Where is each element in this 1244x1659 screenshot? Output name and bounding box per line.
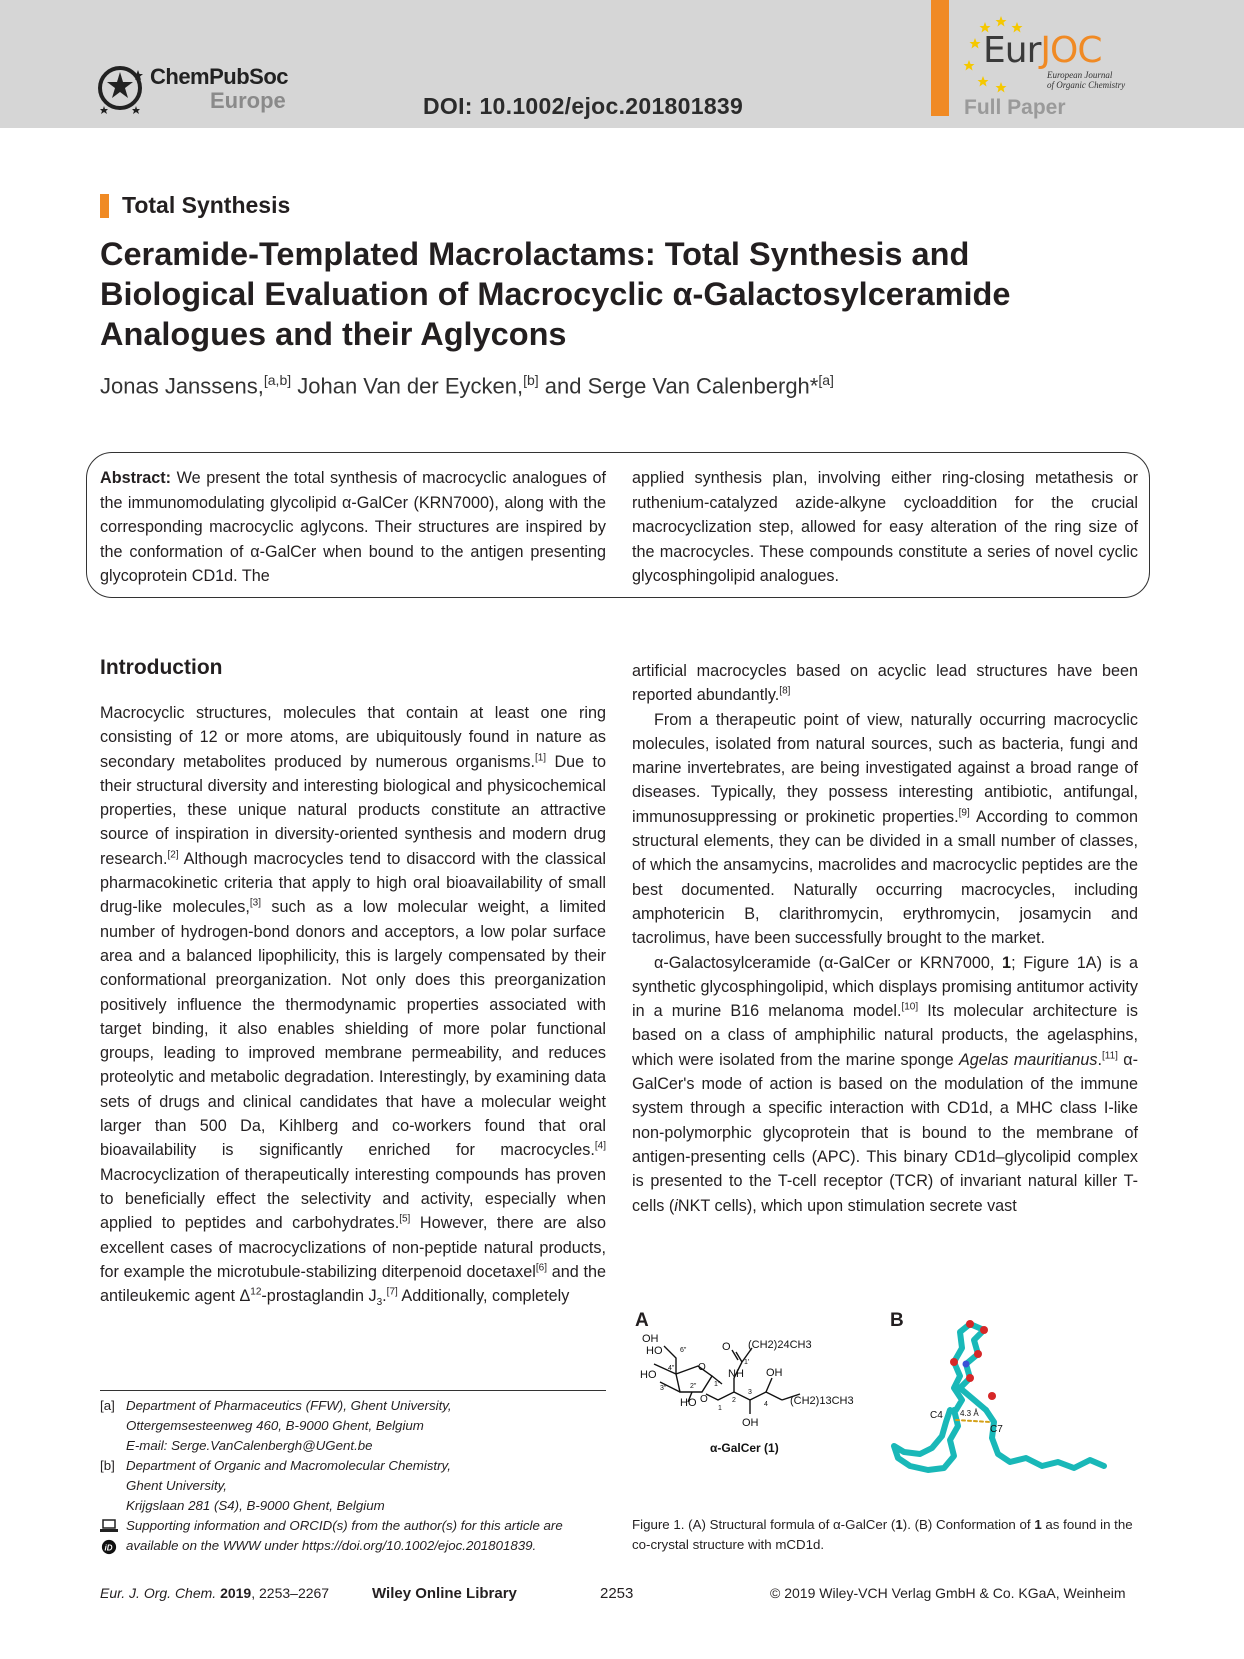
- chempubsoc-emblem-icon: [98, 60, 148, 116]
- citation-link[interactable]: [10]: [901, 1001, 919, 1013]
- text-run: α-GalCer's mode of action is based on the modulation of the immune system through a specific interaction with CD1d, a MHC class I-like non-polymorphic glycoprotein that is bound to the membrane of antigen-presenting cells (APC). This binary CD1d–glycolipid complex is presented to the T-cell receptor (TCR) of invariant natural killer T-cells (: [632, 1050, 1139, 1215]
- affiliation-line: Department of Organic and Macromolecular Chemistry,: [126, 1458, 451, 1473]
- mol-pos-4c: 4: [764, 1401, 768, 1408]
- section-tag-text: Total Synthesis: [122, 192, 291, 218]
- svg-text:iD: iD: [104, 1543, 113, 1553]
- italic-prefix: i: [674, 1196, 678, 1215]
- citation-link[interactable]: [11]: [1102, 1050, 1118, 1062]
- ceramide-chain-2: [986, 1410, 1104, 1468]
- mol-amide-oxygen: O: [722, 1341, 731, 1353]
- caption-compound: 1: [1034, 1517, 1042, 1532]
- chempubsoc-logo: [98, 60, 298, 120]
- text-run: Due to their structural diversity and interesting biological and physicochemical properties, these unique natural products constitute an attractive source of inspiration in diversity-oriented synthesis and modern drug research.: [100, 752, 606, 868]
- footnote-rule: [100, 1390, 606, 1391]
- text-run: artificial macrocycles based on acyclic lead structures have been reported abundantly.: [632, 662, 1138, 705]
- accent-bar: [931, 0, 949, 116]
- journal-logo-sub2: of Organic Chemistry: [1047, 80, 1126, 90]
- mol-chain-2: (CH2)13CH3: [790, 1395, 854, 1407]
- co-crystal-conformation: [890, 1318, 1140, 1488]
- citation-link[interactable]: [4]: [594, 1140, 606, 1152]
- author-3-affiliation: [a]: [818, 372, 834, 388]
- citation-link[interactable]: [8]: [779, 685, 791, 697]
- publisher-region: Europe: [210, 88, 286, 113]
- affiliation-line: Department of Pharmaceutics (FFW), Ghent University,: [126, 1398, 452, 1413]
- caption-text: as found in the co-crystal structure with mCD1d.: [632, 1517, 1133, 1552]
- article-title: Ceramide-Templated Macrolactams: Total Synthesis and Biological Evaluation of Macrocyclic α-Galactosylceramide Analogues and their Aglycons: [100, 236, 1011, 352]
- orcid-icon: [100, 1539, 118, 1555]
- mol-pos-1pp: 1": [714, 1381, 721, 1388]
- affiliation-line: Ghent University,: [126, 1478, 227, 1493]
- section-tag-bar: [100, 194, 109, 218]
- superscript: 12: [250, 1286, 262, 1298]
- text-run: Macrocyclization of therapeutically interesting compounds has proven to beneficially effect the selectivity and activity, especially when applied to peptides and carbohydrates.: [100, 1165, 606, 1233]
- mol-pos-3c: 3: [748, 1389, 752, 1396]
- eurjoc-logo: [955, 8, 1155, 98]
- figure-caption: [632, 1515, 1138, 1555]
- affiliation-line: Krijgslaan 281 (S4), B-9000 Ghent, Belgium: [126, 1498, 385, 1513]
- mol-pos-4: 4": [668, 1365, 675, 1372]
- mol-ho-1: HO: [646, 1345, 663, 1357]
- footer-year: 2019: [220, 1585, 252, 1601]
- abstract-label: Abstract:: [100, 469, 172, 487]
- text-run: such as a low molecular weight, a limited number of hydrogen-bond donors and acceptors, a low polar surface area and a balanced lipophilicity, this is largely compensated by their conformational preorganization. Not only does this preorganization positively influence the thermodynamic properties associated with target binding, it also enables shielding of more polar functional groups, leading to improved membrane permeability, and reduces proteolytic and metabolic degradation. Interestingly, by examining data sets of drugs and clinical candidates that have a molecular weight larger than 500 Da, Kihlberg and co-workers found that oral bioavailability is significantly enriched for macrocycles.: [100, 898, 606, 1160]
- caption-text: ). (B) Conformation of: [902, 1517, 1035, 1532]
- authors: [100, 372, 834, 399]
- affiliation-footnotes: [100, 1396, 606, 1556]
- author-2-affiliation: [b]: [523, 372, 539, 388]
- text-run: .: [382, 1287, 387, 1306]
- supporting-info: [100, 1516, 606, 1556]
- mol-ho-3: HO: [680, 1397, 697, 1409]
- mol-pos-6: 6": [680, 1347, 687, 1354]
- figure-panel-b-label: B: [890, 1310, 904, 1331]
- author-3[interactable]: and Serge Van Calenbergh*: [538, 373, 819, 399]
- introduction-heading: Introduction: [100, 656, 223, 679]
- supporting-info-link[interactable]: available on the WWW under https://doi.org/10.1002/ejoc.201801839.: [126, 1538, 537, 1553]
- text-run: From a therapeutic point of view, naturally occurring macrocyclic molecules, isolated from natural sources, such as bacteria, fungi and marine invertebrates, are being investigated against a broad range of diseases. Typically, they possess interesting antibiotic, antifungal, immunosuppressing or prokinetic properties.: [632, 710, 1138, 826]
- journal-logo-subtitle: [1047, 70, 1125, 90]
- author-1-affiliation: [a,b]: [263, 372, 292, 388]
- journal-logo-main: Eur: [983, 30, 1041, 71]
- caption-compound: 1: [895, 1517, 903, 1532]
- article-type: Full Paper: [964, 96, 1066, 119]
- text-run: α-Galactosylceramide (α-GalCer or KRN7000,: [654, 953, 1003, 972]
- mol-pos-1: 1: [718, 1405, 722, 1412]
- mol-ho-2: HO: [640, 1369, 657, 1381]
- text-run: Macrocyclic structures, molecules that contain at least one ring consisting of 12 or more atoms, are ubiquitously found in nature as secondary metabolites produced by numerous organisms.: [100, 704, 606, 771]
- mol-link-oxygen: O: [700, 1394, 708, 1405]
- text-run: However, there are also excellent cases of macrocyclizations of non-peptide natural products, for example the microtubule-stabilizing diterpenoid docetaxel: [100, 1214, 606, 1281]
- journal-logo-sub1: European Journal: [1047, 70, 1113, 80]
- text-run: ; Figure 1A) is a synthetic glycosphingolipid, which displays promising antitumor activity in a murine B16 melanoma model.: [632, 953, 1138, 1021]
- citation-link[interactable]: [6]: [535, 1262, 547, 1274]
- text-run: -prostaglandin J: [261, 1287, 377, 1306]
- abstract-right-column: applied synthesis plan, involving either ring-closing metathesis or ruthenium-catalyzed azide-alkyne cycloaddition for the crucial macrocyclization step, allowed for easy alteration of the ring size of the macrocycles. These compounds constitute a series of novel cyclic glycosphingolipid analogues.: [632, 469, 1138, 585]
- distance-line: [956, 1420, 990, 1422]
- wiley-online-library-link[interactable]: Wiley Online Library: [372, 1585, 517, 1602]
- author-1[interactable]: Jonas Janssens,: [100, 373, 264, 399]
- intro-paragraph-1: [100, 701, 606, 1316]
- text-run: According to common structural elements, they can be divided in a small number of classes, of which the ansamycins, macrolides and macrocyclic peptides are the best documented. Naturally occurring macrocycles, including amphotericin B, clarithromycin, erythromycin, josamycin and tacrolimus, have been successfully brought to the market.: [632, 807, 1138, 948]
- molecule-name: α-GalCer (1): [710, 1441, 779, 1455]
- subscript: 3: [376, 1297, 383, 1309]
- body-left-column: [100, 701, 606, 1316]
- mol-pos-1p: 1': [744, 1359, 750, 1366]
- footer-citation: [100, 1585, 329, 1601]
- footer-journal: Eur. J. Org. Chem.: [100, 1585, 217, 1601]
- species-name: Agelas mauritianus: [959, 1050, 1098, 1069]
- laptop-icon: [100, 1519, 118, 1533]
- mol-chain-1: (CH2)24CH3: [748, 1339, 812, 1351]
- text-run: Its molecular architecture is based on a class of amphiphilic natural products, the agelasphins, which were isolated from the marine sponge: [632, 1002, 1138, 1069]
- doi[interactable]: DOI: 10.1002/ejoc.201801839: [423, 93, 744, 119]
- intro-paragraph-2: [632, 708, 1138, 951]
- citation-link[interactable]: [2]: [167, 849, 179, 861]
- label-distance: 4.3 Å: [960, 1409, 979, 1418]
- mol-pos-2c: 2: [732, 1397, 736, 1404]
- text-run: NKT cells), which upon stimulation secrete vast: [677, 1196, 1017, 1215]
- intro-paragraph-1-cont: [632, 659, 1138, 708]
- mol-nh: NH: [728, 1368, 744, 1380]
- affiliation-a: [100, 1396, 606, 1456]
- citation-link[interactable]: [5]: [399, 1213, 411, 1225]
- corresponding-email[interactable]: E-mail: Serge.VanCalenbergh@UGent.be: [126, 1438, 373, 1453]
- author-2[interactable]: Johan Van der Eycken,: [291, 373, 524, 399]
- publisher-name: ChemPubSoc: [150, 64, 289, 89]
- citation-link[interactable]: [1]: [534, 752, 547, 764]
- citation-link[interactable]: [9]: [958, 807, 970, 819]
- affiliation-b: [100, 1456, 606, 1516]
- mol-ring-oxygen: O: [698, 1362, 706, 1373]
- ceramide-chain-1: [894, 1410, 958, 1470]
- mol-pos-2: 2": [690, 1383, 697, 1390]
- label-c7: C7: [990, 1424, 1003, 1435]
- journal-logo-text: [983, 30, 1101, 71]
- footer-pages: , 2253–2267: [251, 1585, 330, 1601]
- supporting-info-text: Supporting information and ORCID(s) from the author(s) for this article are: [126, 1518, 563, 1533]
- molecule-bonds: [654, 1346, 800, 1414]
- affiliation-line: Ottergemsesteenweg 460, B-9000 Ghent, Belgium: [126, 1418, 424, 1433]
- caption-text: Figure 1. (A) Structural formula of α-GalCer (: [632, 1517, 896, 1532]
- abstract-left-column: [100, 466, 606, 589]
- copyright: © 2019 Wiley-VCH Verlag GmbH & Co. KGaA, Weinheim: [770, 1585, 1126, 1601]
- affiliation-label: [a]: [100, 1398, 115, 1413]
- text-run: Additionally, completely: [397, 1287, 570, 1306]
- citation-link[interactable]: [7]: [386, 1286, 398, 1298]
- mol-oh-top: OH: [642, 1333, 659, 1345]
- page-number: 2253: [600, 1585, 634, 1602]
- text-run: .: [1097, 1050, 1102, 1069]
- affiliation-label: [b]: [100, 1458, 115, 1473]
- structural-formula: [640, 1330, 880, 1485]
- label-c4: C4: [930, 1410, 943, 1421]
- text-run: Although macrocycles tend to disaccord with the classical pharmacokinetic criteria that apply to high oral bioavailability of small drug-like molecules,: [100, 849, 606, 917]
- compound-number: 1: [1002, 953, 1012, 972]
- journal-logo-accent: JOC: [1040, 30, 1102, 71]
- body-right-column: [632, 659, 1138, 1218]
- abstract-text-left: We present the total synthesis of macrocyclic analogues of the immunomodulating glycolipid α-GalCer (KRN7000), along with the corresponding macrocyclic aglycons. Their structures are inspired by the conformation of α-GalCer when bound to the antigen presenting glycoprotein CD1d. The: [100, 469, 606, 585]
- citation-link[interactable]: [3]: [249, 897, 261, 909]
- figure-panel-a-label: A: [635, 1310, 649, 1331]
- mol-oh-2: OH: [766, 1367, 783, 1379]
- mol-pos-3: 3": [660, 1385, 667, 1392]
- intro-paragraph-3: [632, 951, 1138, 1218]
- text-run: and the antileukemic agent Δ: [100, 1262, 606, 1306]
- mol-oh-3: OH: [742, 1417, 759, 1429]
